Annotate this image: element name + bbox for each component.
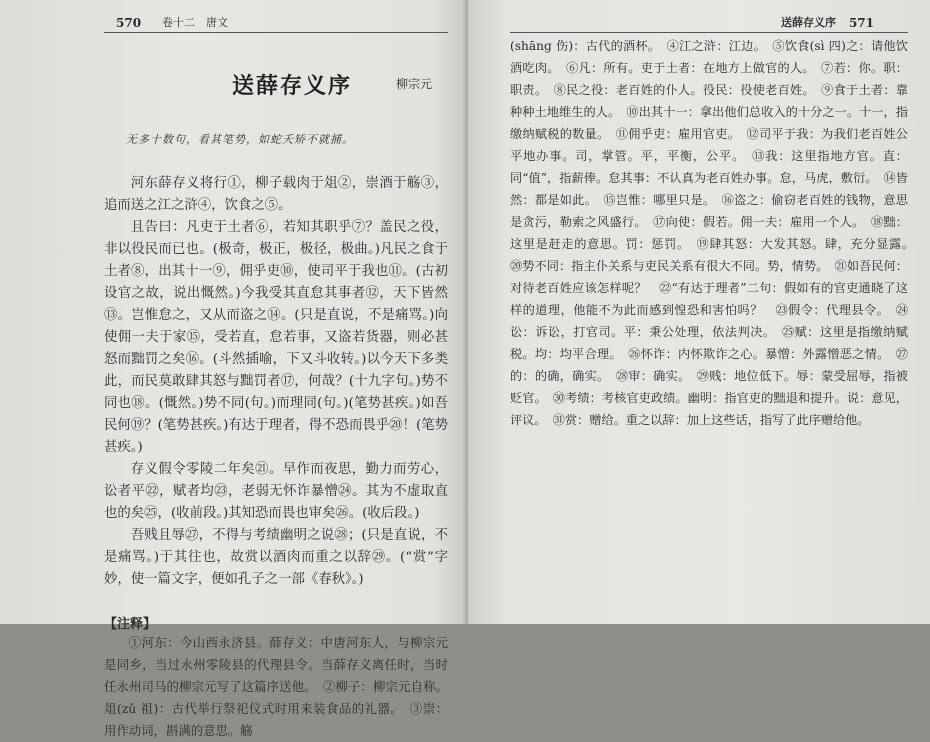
notes-right — [510, 35, 921, 431]
essay-body — [104, 173, 448, 591]
title-row — [104, 69, 448, 109]
commentary-subtitle: 无多十数句，看其笔势，如蛇夭矫不就捕。 — [126, 133, 354, 146]
author: 柳宗元 — [395, 77, 432, 91]
paragraph: 且告曰：凡吏于土者⑥，若知其职乎⑦？盖民之役，非以役民而已也。(极奇，极正，极径，极曲。)凡民之食于土者⑧，出其十一⑨，佣乎吏⑩，使司平于我也⑪。(古初设官之故，说出慨然。)今我受其直怠其事者⑫，天下皆然⑬。岂惟怠之，又从而盗之⑭。(只是直说，不是痛骂。)向使佣一夫于家⑮，受若直，怠若事，又盗若货器，则必甚怒而黜罚之矣⑯。(斗然插喻，下又斗收转。)以今天下多类此，而民莫敢肆其怒与黜罚者⑰，何哉？(十九字句。)势不同也⑱。(慨然。)势不同(句。)而理同(句。)(笔势甚疾。)如吾民何⑲？(笔势甚疾。)有达于理者，得不恐而畏乎⑳！(笔势甚疾。) — [104, 220, 448, 455]
notes-text: (shāng 伤)：古代的酒杯。 ④江之浒：江边。 ⑤饮食(sì 四)之：请他饮酒吃肉。 ⑥凡：所有。吏于土者：在地方上做官的人。 ⑦若：你。职：职责。 ⑧民之役：老百姓的仆人。役民：役使老百姓。 ⑨食于土者：靠种种土地维生的人。 ⑩出其十一：拿出他们总收入的十分之一。十一，指缴纳赋税的数量。 ⑪佣乎吏：雇用官吏。 ⑫司平于我：为我们老百姓公平地办事。司，掌管。平，平衡，公平。 ⑬我：这里指地方官。直：同“值”，指薪俸。怠其事：不认真为老百姓办事。怠，马虎，敷衍。 ⑭皆然：都是如此。 ⑮岂惟：哪里只是。 ⑯盗之：偷窃老百姓的钱物，意思是贪污，勒索之风盛行。 ⑰向使：假若。佣一夫：雇用一个人。 ⑱黜：这里是赶走的意思。罚：惩罚。 ⑲肆其怒：大发其怒。肆，充分显露。 ⑳势不同：指主仆关系与吏民关系有很大不同。势，情势。 ㉑如吾民何：对待老百姓应该怎样呢？ ㉒“有达于理者”二句：假如有的官吏通晓了这样的道理，他能不为此而感到惶恐和害怕吗？ ㉓假令：代理县令。 ㉔讼：诉讼，打官司。平：秉公处理，依法判决。 ㉕赋：这里是指缴纳赋税。均：均平合理。 ㉖怀诈：内怀欺诈之心。暴憎：外露憎恶之情。 ㉗的：的确，确实。 ㉘审：确实。 ㉙贱：地位低下。辱：蒙受屈辱，指被贬官。 ㉚考绩：考核官吏政绩。幽明：指官吏的黜退和提升。说：意见，评议。 ㉛赏：赠给。重之以辞：加上这些话，指写了此序赠给他。 — [510, 39, 921, 427]
notes-left — [104, 632, 448, 742]
left-page-header — [104, 14, 448, 33]
notes-heading: 【注释】 — [104, 617, 157, 632]
running-head: 卷十二 唐文 — [162, 16, 228, 29]
right-page — [468, 0, 930, 624]
paragraph: 吾贱且辱㉗，不得与考绩幽明之说㉘；(只是直说，不是痛骂。)于其往也，故赏以酒肉而重之以辞㉙。(“赏”字妙，使一篇文字，便如孔子之一部《春秋》。) — [104, 528, 448, 587]
right-page-header — [510, 14, 908, 33]
page-number: 570 — [116, 16, 142, 30]
paragraph: 存义假令零陵二年矣㉑。早作而夜思，勤力而劳心，讼者平㉒，赋者均㉓，老弱无怀诈暴憎㉔。其为不虚取直也的矣㉕，(收前段。)其知恐而畏也审矣㉖。(收后段。) — [104, 462, 448, 521]
essay-title: 送薛存义序 — [232, 73, 353, 99]
notes-text: ①河东：今山西永济县。薛存义：中唐河东人，与柳宗元是同乡，当过永州零陵县的代理县令。当薛存义离任时，当时任永州司马的柳宗元写了这篇序送他。 ②柳子：柳宗元自称。俎(zǔ 祖)：古代举行祭祀仪式时用来装食品的礼器。 ③崇：用作动词，斟满的意思。觞 — [104, 635, 448, 738]
paragraph: 河东薛存义将行①，柳子载肉于俎②，崇酒于觞③，追而送之江之浒④，饮食之⑤。 — [104, 176, 448, 213]
running-head: 送薛存义序 — [781, 16, 836, 29]
page-number: 571 — [848, 16, 874, 30]
